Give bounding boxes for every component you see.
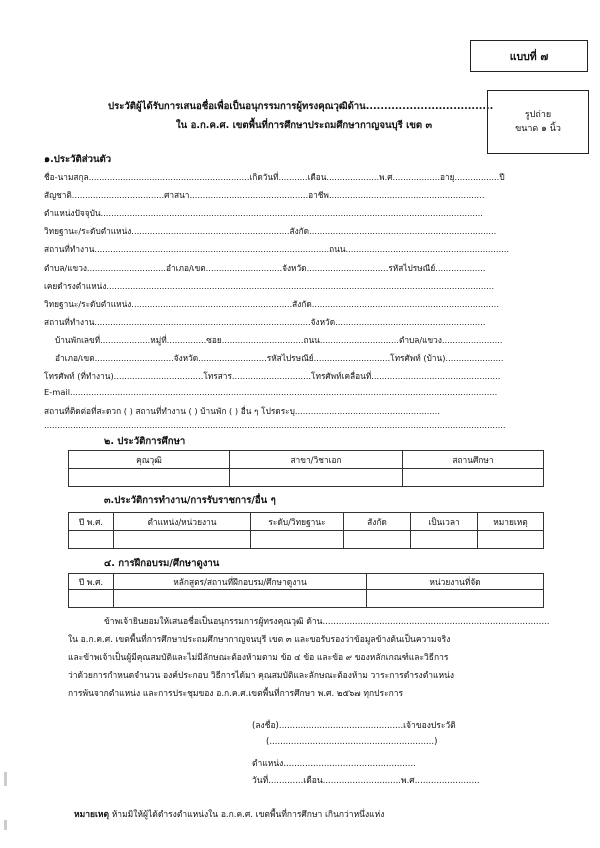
education-cell[interactable] bbox=[403, 469, 544, 487]
signature-position-line[interactable]: ตำแหน่ง................................................. bbox=[252, 759, 416, 769]
work-cell[interactable] bbox=[69, 531, 114, 549]
personal-info-line[interactable]: วิทยฐานะ/ระดับตำแหน่ง.............................................................สังกัด....................................................................... bbox=[44, 299, 499, 309]
form-title-line1: ประวัติผู้ได้รับการเสนอชื่อเพื่อเป็นอนุกรรมการผู้ทรงคุณวุฒิด้าน................................... bbox=[108, 101, 494, 112]
declaration-line: ใน อ.ก.ค.ศ. เขตพื้นที่การศึกษาประถมศึกษากาญจนบุรี เขต ๓ และขอรับรองว่าข้อมูลข้างต้นเป็นความจริง bbox=[68, 635, 451, 645]
training-col-course: หลักสูตร/สถานที่ฝึกอบรม/ศึกษาดูงาน bbox=[114, 574, 367, 590]
section2-heading: ๒. ประวัติการศึกษา bbox=[104, 436, 186, 447]
personal-info-line[interactable]: อำเภอ/เขต..............................จังหวัด..........................รหัสไปรษณีย์.............................โทรศัพท์ (บ้าน)...................... bbox=[55, 353, 504, 363]
personal-info-line[interactable]: ชื่อ-นามสกุล.............................................................เกิดวันที่...........เดือน....................พ.ศ..................อายุ.................ปี bbox=[44, 172, 505, 182]
training-cell[interactable] bbox=[367, 590, 544, 608]
declaration-line: และข้าพเจ้าเป็นผู้มีคุณสมบัติและไม่มีลักษณะต้องห้ามตาม ข้อ ๔ ข้อ และข้อ ๙ ของหลักเกณฑ์และวิธีการ bbox=[68, 653, 449, 663]
personal-info-line[interactable]: เคยดำรงตำแหน่ง................................................................................................................................................... bbox=[44, 281, 495, 291]
work-col-position: ตำแหน่ง/หน่วยงาน bbox=[114, 513, 251, 531]
signature-date-line[interactable]: วันที่.............เดือน.............................พ.ศ........................ bbox=[252, 776, 480, 786]
personal-info-line[interactable]: ตำแหน่งปัจจุบัน................................................................................................................................................. bbox=[44, 208, 483, 218]
work-col-level: ระดับ/วิทยฐานะ bbox=[251, 513, 344, 531]
photo-label: รูปถ่าย bbox=[524, 110, 552, 120]
personal-info-line[interactable]: วิทยฐานะ/ระดับตำแหน่ง............................................................สังกัด....................................................................... bbox=[44, 226, 497, 236]
personal-info-line[interactable]: ตำบล/แขวง..............................อำเภอ/เขต.............................จังหวัด...............................รหัสไปรษณีย์................... bbox=[44, 263, 486, 273]
education-table bbox=[68, 450, 544, 487]
training-table bbox=[68, 573, 544, 608]
work-col-duration: เป็นเวลา bbox=[411, 513, 478, 531]
work-cell[interactable] bbox=[411, 531, 478, 549]
training-cell[interactable] bbox=[69, 590, 114, 608]
training-col-year: ปี พ.ศ. bbox=[69, 574, 114, 590]
footnote bbox=[74, 807, 384, 821]
personal-info-line[interactable]: บ้านพักเลขที่...................หมู่ที่...............ซอย...............................ถนน..............................ตำบล/แขวง....................... bbox=[55, 335, 503, 345]
education-col-institution: สถานศึกษา bbox=[403, 451, 544, 469]
section1-heading: ๑.ประวัติส่วนตัว bbox=[44, 154, 112, 165]
training-col-organizer: หน่วยงานที่จัด bbox=[367, 574, 544, 590]
work-cell[interactable] bbox=[251, 531, 344, 549]
education-cell[interactable] bbox=[230, 469, 403, 487]
signature-line[interactable]: (ลงชื่อ)..............................................เจ้าของประวัติ bbox=[252, 721, 456, 731]
education-col-major: สาขา/วิชาเอก bbox=[230, 451, 403, 469]
education-col-degree: คุณวุฒิ bbox=[69, 451, 230, 469]
signature-name-line[interactable]: (.............................................................) bbox=[266, 737, 438, 747]
section3-heading: ๓.ประวัติการทำงาน/การรับราชการ/อื่น ๆ bbox=[104, 495, 276, 506]
personal-info-line[interactable]: สถานที่ทำงาน.........................................................................................ถนน.............................................................. bbox=[44, 244, 510, 254]
work-cell[interactable] bbox=[344, 531, 411, 549]
education-cell[interactable] bbox=[69, 469, 230, 487]
work-history-table bbox=[68, 512, 544, 549]
scan-mark bbox=[4, 820, 7, 830]
form-number: แบบที่ ๗ bbox=[509, 50, 549, 63]
declaration-line: การพ้นจากตำแหน่ง และการประชุมของ อ.ก.ค.ศ.เขตพื้นที่การศึกษา พ.ศ. ๒๕๖๗ ทุกประการ bbox=[68, 689, 404, 699]
work-col-year: ปี พ.ศ. bbox=[69, 513, 114, 531]
personal-info-line[interactable]: สัญชาติ...................................ศาสนา.............................................อาชีพ........................................................... bbox=[44, 190, 485, 200]
form-number-box bbox=[470, 40, 588, 72]
personal-info-line[interactable]: E-mail.................................................................................................................................................................. bbox=[44, 387, 498, 397]
declaration-line: ว่าด้วยการกำหนดจำนวน องค์ประกอบ วิธีการได้มา คุณสมบัติและลักษณะต้องห้าม วาระการดำรงตำแหน่ง bbox=[68, 671, 455, 681]
personal-info-line[interactable]: โทรศัพท์ (ที่ทำงาน)..................................โทรสาร..............................โทรศัพท์เคลื่อนที่................................................. bbox=[44, 371, 501, 381]
personal-info-line[interactable]: ............................................................................................................................................................................... bbox=[44, 420, 506, 430]
photo-size-label: ขนาด ๑ นิ้ว bbox=[515, 124, 561, 134]
section4-heading: ๔. การฝึกอบรม/ศึกษาดูงาน bbox=[104, 558, 220, 569]
footnote-text: ห้ามมิให้ผู้ได้ดำรงตำแหน่งใน อ.ก.ค.ศ. เขตพื้นที่การศึกษา เกินกว่าหนึ่งแห่ง bbox=[111, 810, 385, 820]
work-cell[interactable] bbox=[114, 531, 251, 549]
personal-info-line[interactable]: สถานที่ติดต่อที่สะดวก ( ) สถานที่ทำงาน ( ) บ้านพัก ( ) อื่น ๆ โปรดระบุ....................................................... bbox=[44, 406, 440, 416]
footnote-label: หมายเหตุ bbox=[74, 810, 109, 820]
work-col-affiliation: สังกัด bbox=[344, 513, 411, 531]
scan-mark bbox=[4, 772, 7, 786]
photo-box bbox=[487, 90, 589, 154]
training-cell[interactable] bbox=[114, 590, 367, 608]
form-title-line2: ใน อ.ก.ค.ศ. เขตพื้นที่การศึกษาประถมศึกษากาญจนบุรี เขต ๓ bbox=[176, 120, 433, 131]
work-cell[interactable] bbox=[478, 531, 544, 549]
work-col-remark: หมายเหตุ bbox=[478, 513, 544, 531]
personal-info-line[interactable]: สถานที่ทำงาน..................................................................................จังหวัด......................................................... bbox=[44, 317, 486, 327]
declaration-line: ข้าพเจ้ายินยอมให้เสนอชื่อเป็นอนุกรรมการผู้ทรงคุณวุฒิ ด้าน.................................................................................... bbox=[104, 617, 550, 627]
